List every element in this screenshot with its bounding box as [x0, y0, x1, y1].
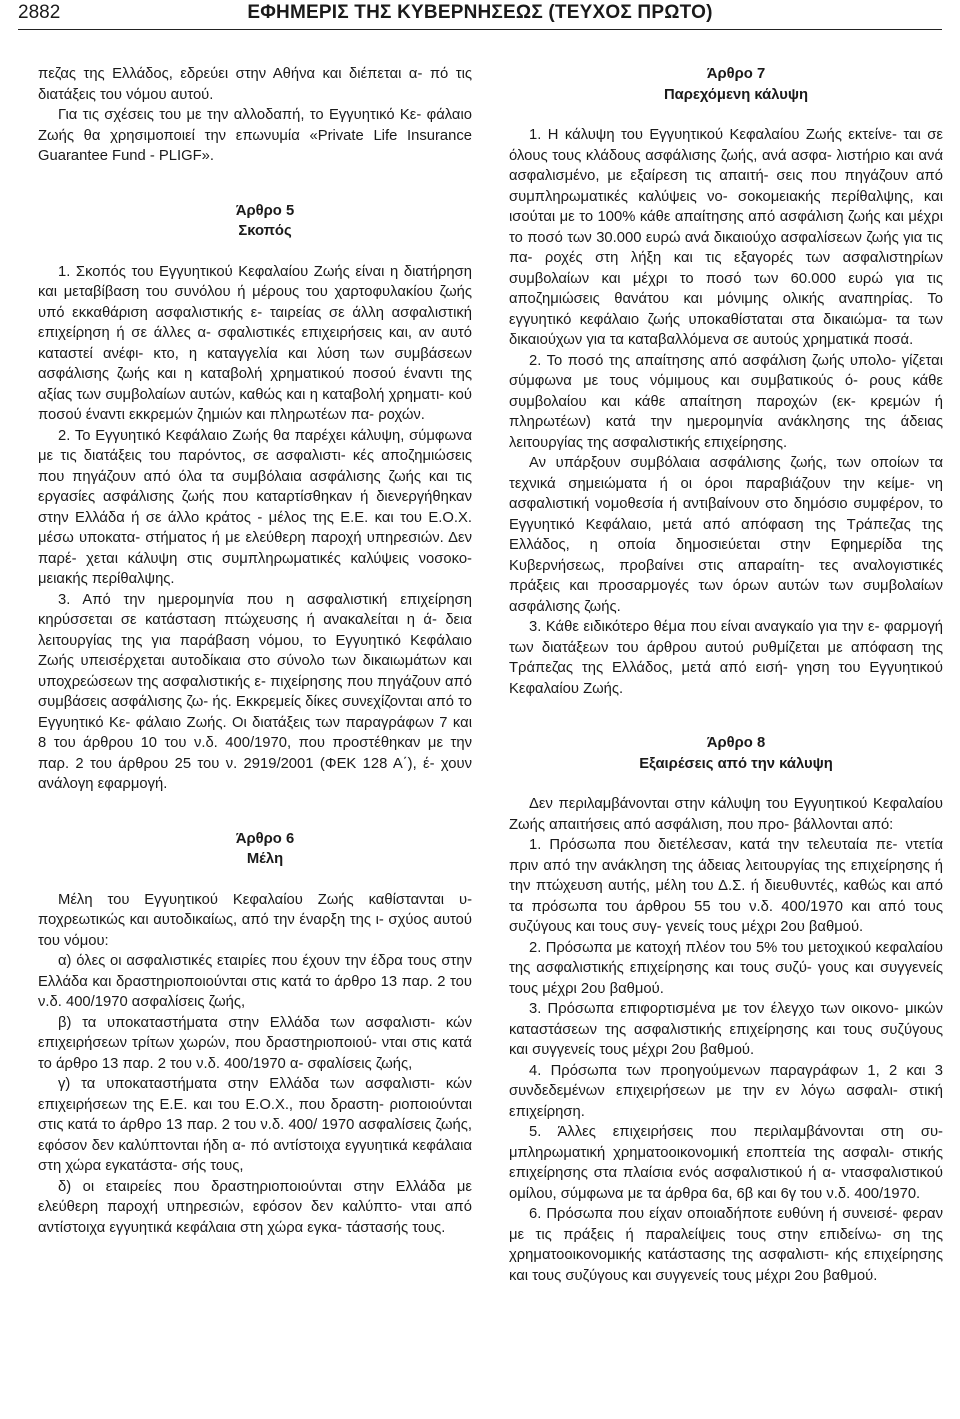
article-6-subtitle: Μέλη — [246, 851, 284, 867]
paragraph: Δεν περιλαμβάνονται στην κάλυψη του Εγγυητικού Κεφαλαίου Ζωής απαιτήσεις από ασφάλιση, που προ- βάλλονται από: — [509, 796, 943, 833]
paragraph: γ) τα υποκαταστήματα στην Ελλάδα των ασφαλιστι- κών επιχειρήσεων της Ε.Ε. και του Ε.Ο.Χ., που δραστη- ριοποιούνται στις κατά το άρθρο 13 παρ. 2 του ν.δ. 400/ 1970 ασφαλίσεις ζωής, εφόσον δεν καλύπτονται ήδη α- πό αντίστοιχα εγγυητικά κεφάλαια στη χώρα εγκατάστα- σής τους, — [38, 1076, 472, 1174]
paragraph: 5. Άλλες επιχειρήσεις που περιλαμβάνονται στη συ- μπληρωματική χρηματοοικονομική εποπτεία της ασφαλι- στικής επιχείρησης στα πλαίσια ενός ασφαλιστικού ή α- ντασφαλιστικού ομίλου, σύμφωνα με τα άρθρα 6α, 6β και 6γ του ν.δ. 400/1970. — [509, 1124, 943, 1202]
paragraph: Αν υπάρξουν συμβόλαια ασφάλισης ζωής, των οποίων τα τεχνικά σημειώματα ή οι όροι παραβιάζουν την κείμε- νη ασφαλιστική νομοθεσία ή αντιβαίνουν στο δημόσιο συμφέρον, το Εγγυητικό Κεφάλαιο, μετά από απόφαση της Τράπεζας της Ελλάδος, η οποία δημοσιεύεται στην Εφημερίδα της Κυβερνήσεως, προβαίνει στις απαραίτη- τες αναλογιστικές πράξεις και προσαρμογές των όρων αυτών των συμβολαίων ασφάλισης ζωής. — [509, 455, 943, 615]
article-7-title: Άρθρο 7 — [706, 66, 766, 82]
page-header — [0, 0, 960, 30]
paragraph: 3. Από την ημερομηνία που η ασφαλιστική επιχείρηση κηρύσσεται σε κατάσταση πτώχευσης ή ανακαλείται η ά- δεια λειτουργίας της για παράβαση νόμου, το Εγγυητικό Κεφάλαιο Ζωής υπεισέρχεται αυτοδίκαια στο σύνολο των δικαιωμάτων και υποχρεώσεων της ασφαλιστικής ε- πιχείρησης που πηγάζουν από συμβάσεις ασφάλισης ζω- ής. Εκκρεμείς δίκες συνεχίζονται από το Εγγυητικό Κε- φάλαιο Ζωής. Οι διατάξεις των παραγράφων 7 και 8 του άρθρου 10 του ν.δ. 400/1970, που προστέθηκαν με την παρ. 2 του άρθρου 25 του ν. 2919/2001 (ΦΕΚ 128 Α΄), έ- χουν ανάλογη εφαρμογή. — [38, 591, 472, 792]
page-number: 2882 — [18, 2, 61, 23]
paragraph: πεζας της Ελλάδος, εδρεύει στην Αθήνα και διέπεται α- πό τις διατάξεις του νόμου αυτού. — [38, 66, 472, 103]
paragraph: 3. Πρόσωπα επιφορτισμένα με τον έλεγχο των οικονο- μικών καταστάσεων της ασφαλιστικής επιχείρησης και τους συζύγους και συγγενείς τους μέχρι 2ου βαθμού. — [509, 1001, 943, 1058]
paragraph: Μέλη του Εγγυητικού Κεφαλαίου Ζωής καθίστανται υ- ποχρεωτικώς και αυτοδικαίως, από την έναρξη της ι- σχύος αυτού του νόμου: — [38, 891, 472, 949]
paragraph: 2. Πρόσωπα με κατοχή πλέον του 5% του μετοχικού κεφαλαίου της ασφαλιστικής επιχείρησης και τους συζύ- γους και συγγενείς τους μέχρι 2ου βαθμού. — [509, 939, 943, 997]
article-8-subtitle: Εξαιρέσεις από την κάλυψη — [639, 755, 833, 772]
header-rule — [18, 29, 942, 30]
paragraph: α) όλες οι ασφαλιστικές εταιρίες που έχουν την έδρα τους στην Ελλάδα και δραστηριοποιούνται στις κατά το άρθρο 13 παρ. 2 του ν.δ. 400/1970 ασφαλίσεις ζωής, — [38, 953, 472, 1010]
paragraph: 1. Η κάλυψη του Εγγυητικού Κεφαλαίου Ζωής εκτείνε- ται σε όλους τους κλάδους ασφάλισης ζωής, ανά ασφα- λιστήριο και ανά ασφαλισμένο, με εξαίρεση τις απαιτή- σεις που πηγάζουν από συμπληρωματικές καλύψεις νο- σοκομειακής περίθαλψης, και ισούται με το 100% κάθε απαίτησης από ασφάλιση ζωής και μέχρι το ποσό των 30.000 ευρώ ανά δικαιούχο ασφαλίσεων ζωής για τις πα- ροχές στη λήξη και τις εξαγορές των ασφαλιστηρίων συμβολαίων και μέχρι το ποσό των 60.000 ευρώ για τις αποζημιώσεις θανάτου και μόνιμης ολικής αναπηρίας. Το εγγυητικό κεφάλαιο ζωής υποκαθίσταται στα δικαιώμα- τα των δικαιούχων για τα καταβαλλόμενα σε αυτούς χρηματικά ποσά. — [509, 127, 943, 348]
article-5-title: Άρθρο 5 — [235, 202, 295, 219]
paragraph: 1. Σκοπός του Εγγυητικού Κεφαλαίου Ζωής είναι η διατήρηση και μεταβίβαση του συνόλου ή μέρους του χαρτοφυλακίου ζωής υπό εκκαθάριση ασφαλιστικής ε- ταιρείας σε άλλη ασφαλιστική επιχείρηση ή σε άλλες α- σφαλιστικές επιχειρήσεις και, αν αυτό καταστεί ανέφι- κτο, η καταγγελία και λύση των συμβάσεων ασφάλισης ζωής και η καταβολή χρηματικού ποσού έναντι της αξίας των συμβολαίων αυτών, καθώς και η καταβολή χρηματι- κού ποσού έναντι εκκρεμών ζημιών και πληρωτέων πα- ροχών. — [38, 263, 472, 423]
paragraph: 4. Πρόσωπα των προηγούμενων παραγράφων 1, 2 και 3 συνδεδεμένων επιχειρήσεων με την εν λόγω ασφαλι- στική επιχείρηση. — [509, 1062, 943, 1120]
article-5-subtitle: Σκοπός — [238, 223, 292, 239]
paragraph: 2. Το Εγγυητικό Κεφάλαιο Ζωής θα παρέχει κάλυψη, σύμφωνα με τις διατάξεις του παρόντος, σε ασφαλιστι- κές αποζημιώσεις που πηγάζουν από όλα τα συμβόλαια ασφάλισης ζωής και τις εργασίες ασφάλισης ζωής που καταρτίσθηκαν ή διενεργήθηκαν στην Ελλάδα ή σε άλλο κράτος - μέλος της Ε.Ε. και του Ε.Ο.Χ. μέσω υποκατα- στήματος ή με ελεύθερη παροχή υπηρεσιών. Δεν παρέ- χεται κάλυψη στις συμπληρωματικές καλύψεις νοσοκο- μειακής περίθαλψης. — [38, 427, 472, 587]
article-6-title: Άρθρο 6 — [235, 830, 295, 847]
paragraph: δ) οι εταιρείες που δραστηριοποιούνται στην Ελλάδα με ελεύθερη παροχή υπηρεσιών, εφόσον δεν καλύπτο- νται από αντίστοιχα εγγυητικά κεφάλαια στη χώρα εγκα- τάστασής τους. — [38, 1178, 472, 1236]
paragraph: 1. Πρόσωπα που διετέλεσαν, κατά την τελευταία πε- ντετία πριν από την ανάκληση της άδειας λειτουργίας της επιχείρησης ή την πτώχευση αυτής, μέλη του Δ.Σ. ή διευθυντές, καθώς και από τα πρόσωπα του άρθρου 55 του ν.δ. 400/1970 και από τους συζύγους και τους συγ- γενείς τους μέχρι 2ου βαθμού. — [509, 837, 943, 935]
journal-title: ΕΦΗΜΕΡΙΣ ΤΗΣ ΚΥΒΕΡΝΗΣΕΩΣ (ΤΕΥΧΟΣ ΠΡΩΤΟ) — [247, 2, 713, 23]
left-column — [38, 64, 472, 1238]
paragraph: 6. Πρόσωπα που είχαν οποιαδήποτε ευθύνη ή συνεισέ- φεραν με τις πράξεις ή παραλείψεις τους στην επιδείνω- ση της χρηματοοικονομικής κατάστασης της ασφαλιστι- κής επιχείρησης και τους συζύγους και συγγενείς τους μέχρι 2ου βαθμού. — [509, 1206, 943, 1284]
paragraph: Για τις σχέσεις του με την αλλοδαπή, το Εγγυητικό Κε- φάλαιο Ζωής θα χρησιμοποιεί την επωνυμία «Private Life Insurance Guarantee Fund - PLIGF». — [38, 107, 472, 164]
paragraph: 2. Το ποσό της απαίτησης από ασφάλιση ζωής υπολο- γίζεται σύμφωνα με τους νόμιμους και συμβατικούς ό- ρους κάθε συμβολαίου και κάθε απαίτηση παροχών (εκ- κρεμών ή πληρωτέων) κατά την ημερομηνία ανάκλησης της άδειας λειτουργίας της ασφαλιστικής επιχείρησης. — [509, 352, 943, 451]
paragraph: β) τα υποκαταστήματα στην Ελλάδα των ασφαλιστι- κών επιχειρήσεων τρίτων χωρών, που δραστηριοποιού- νται στις κατά το άρθρο 13 παρ. 2 του ν.δ. 400/1970 α- σφαλίσεις ζωής, — [38, 1014, 472, 1072]
right-column — [509, 64, 943, 1286]
article-8-title: Άρθρο 8 — [706, 735, 766, 751]
article-7-subtitle: Παρεχόμενη κάλυψη — [663, 86, 809, 103]
paragraph: 3. Κάθε ειδικότερο θέμα που είναι αναγκαίο για την ε- φαρμογή των διατάξεων του άρθρου αυτού ρυθμίζεται με απόφαση της Τράπεζας της Ελλάδος, μετά από εισή- γηση του Εγγυητικού Κεφαλαίου Ζωής. — [509, 619, 943, 697]
